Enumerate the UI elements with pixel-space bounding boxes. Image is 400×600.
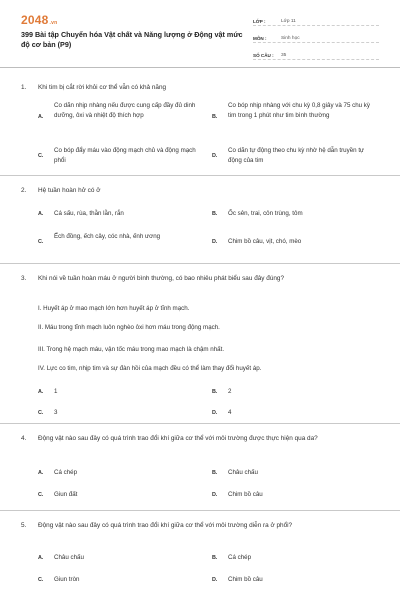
meta-label: MÔN : [253,36,267,41]
option-text: Cá chép [54,469,78,476]
question-text: Động vật nào sau đây có quá trình trao đổi khí giữa cơ thể với môi trường được thực hiện qua da? [38,435,318,442]
statement-2: II. Máu trong tĩnh mạch luôn nghèo ôxi hơn máu trong động mạch. [38,324,220,331]
option-c[interactable] [38,232,213,254]
question-text: Động vật nào sau đây có quá trình trao đổi khí giữa cơ thể với môi trường diễn ra ở phổi? [38,522,293,529]
question-number-text: 2. [21,187,27,194]
option-d[interactable] [212,490,382,502]
option-letter: B. [212,114,218,120]
option-letter: A. [38,389,44,395]
option-text: 3 [54,409,58,416]
question-number [21,273,26,284]
option-d[interactable] [212,237,382,249]
site-logo[interactable] [21,13,57,27]
option-a[interactable] [38,101,213,133]
option-a[interactable] [38,553,213,565]
option-letter: D. [212,239,218,245]
document-title: 399 Bài tập Chuyển hóa Vật chất và Năng lượng ở Động vật mức độ cơ bản (P9) [21,30,243,49]
option-c[interactable] [38,146,213,168]
document-meta [253,14,379,65]
meta-row-count [253,48,379,60]
option-text: Chim bồ câu, vịt, chó, mèo [228,238,302,245]
option-text: Cá sấu, rùa, thằn lằn, rắn [54,210,124,217]
option-b[interactable] [212,468,382,480]
option-text: 1 [54,388,58,395]
meta-label: SỐ CÂU : [253,53,274,58]
option-b[interactable] [212,209,382,221]
option-letter: C. [38,239,44,245]
meta-row-class [253,14,379,26]
option-letter: D. [212,153,218,159]
option-text: Chim bồ câu [228,491,263,498]
statement-4: IV. Lực co tim, nhịp tim và sự đàn hồi của mạch đều có thể làm thay đổi huyết áp. [38,365,262,372]
statement-1: I. Huyết áp ở mao mạch lớn hơn huyết áp ở tĩnh mạch. [38,305,190,312]
option-text: Châu chấu [54,554,84,561]
option-text: Giun đất [54,491,78,498]
option-a[interactable] [38,387,213,399]
question-number [21,82,26,93]
option-letter: D. [212,410,218,416]
option-a[interactable] [38,209,213,221]
option-letter: B. [212,470,218,476]
question-1 [0,68,400,176]
question-text: Hệ tuần hoàn hở có ở [38,187,101,194]
option-text: 2 [228,388,232,395]
option-letter: C. [38,577,44,583]
meta-value: Sinh học [281,36,300,41]
option-text: Co bóp đẩy máu vào động mạch chủ và động mạch phổi [54,147,196,164]
meta-row-subject [253,31,379,43]
option-d[interactable] [212,575,382,587]
statement-3: III. Trong hệ mạch máu, vận tốc máu trong mao mạch là chậm nhất. [38,346,225,353]
question-3 [0,264,400,424]
question-number [21,433,26,444]
option-letter: C. [38,153,44,159]
option-letter: A. [38,211,44,217]
question-text: Khi nói về tuần hoàn máu ở người bình thường, có bao nhiêu phát biểu sau đây đúng? [38,275,285,282]
logo-text: 2048 [21,13,49,27]
question-number [21,185,26,196]
logo-tld: .vn [49,20,58,26]
meta-value: Lớp 11 [281,19,296,24]
option-text: Co bóp nhịp nhàng với chu kỳ 0,8 giây và 75 chu kỳ tim trong 1 phút như tim bình thường [228,102,370,119]
option-letter: A. [38,470,44,476]
option-letter: B. [212,555,218,561]
question-text: Khi tim bị cắt rời khỏi cơ thể vẫn có khả năng [38,84,167,91]
option-letter: A. [38,555,44,561]
option-text: Giun tròn [54,576,80,583]
option-text: Ếch đồng, ếch cây, cóc nhà, ếnh ương [54,233,161,240]
option-a[interactable] [38,468,213,480]
question-number-text: 5. [21,522,27,529]
option-c[interactable] [38,408,213,420]
option-letter: D. [212,492,218,498]
option-d[interactable] [212,408,382,420]
meta-label: LỚP : [253,19,266,24]
option-text: Ốc sên, trai, côn trùng, tôm [228,210,303,217]
option-text: Cá chép [228,554,252,561]
question-number-text: 4. [21,435,27,442]
option-text: 4 [228,409,232,416]
question-2 [0,176,400,264]
document-header [0,0,400,68]
option-letter: A. [38,114,44,120]
question-4 [0,424,400,511]
option-letter: B. [212,389,218,395]
option-letter: C. [38,410,44,416]
option-text: Co dãn tự động theo chu kỳ nhờ hệ dẫn truyền tự động của tim [228,147,365,164]
question-number-text: 3. [21,275,27,282]
option-letter: C. [38,492,44,498]
option-text: Châu chấu [228,469,258,476]
option-d[interactable] [212,146,382,168]
option-text: Chim bồ câu [228,576,263,583]
meta-value: 35 [281,53,287,58]
option-c[interactable] [38,575,213,587]
question-5 [0,511,400,600]
option-b[interactable] [212,387,382,399]
option-text: Co dãn nhịp nhàng nếu được cung cấp đầy đủ dinh dưỡng, ôxi và nhiệt độ thích hợp [54,102,196,119]
option-b[interactable] [212,553,382,565]
question-number [21,520,26,531]
option-b[interactable] [212,101,382,133]
option-c[interactable] [38,490,213,502]
option-letter: B. [212,211,218,217]
option-letter: D. [212,577,218,583]
question-number-text: 1. [21,84,27,91]
